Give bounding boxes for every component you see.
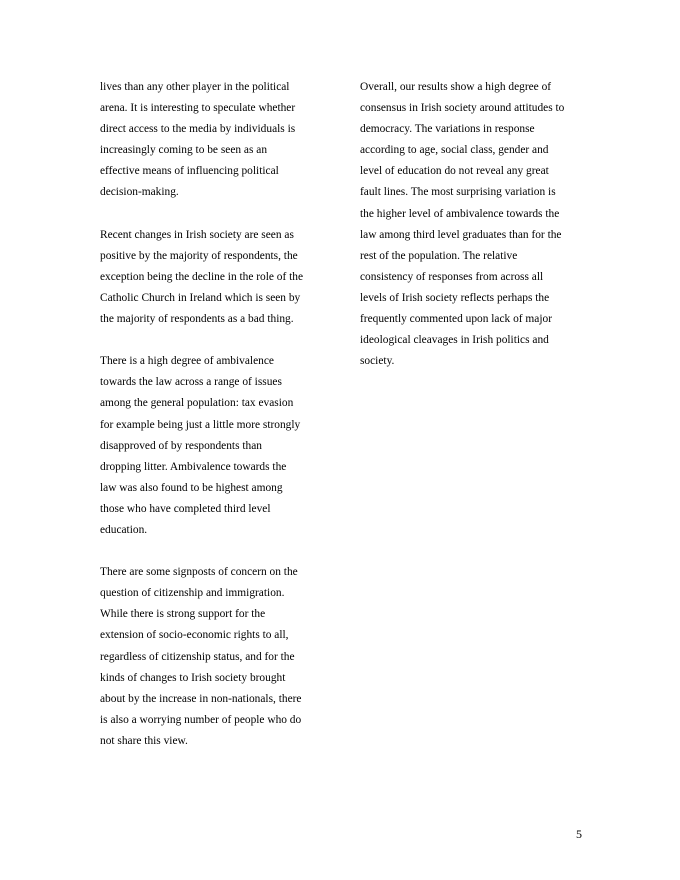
text-line: consensus in Irish society around attitudes to [360,102,565,115]
text-line: consistency of responses from across all [360,270,544,283]
text-line: according to age, social class, gender and [360,144,549,157]
left-text-column [100,77,330,752]
text-line: the higher level of ambivalence towards the [360,207,560,220]
text-line: Catholic Church in Ireland which is seen by [100,291,301,304]
paragraph-recent-changes [100,225,330,330]
text-line: Recent changes in Irish society are seen as [100,228,294,241]
text-line: exception being the decline in the role of the [100,270,304,283]
text-line: is also a worrying number of people who do [100,713,302,726]
text-line: frequently commented upon lack of major [360,313,552,326]
text-line: democracy. The variations in response [360,123,535,136]
text-line: There is a high degree of ambivalence [100,355,274,368]
text-line: law was also found to be highest among [100,481,283,494]
text-line: law among third level graduates than for the [360,228,562,241]
paragraph-citizenship-immigration [100,562,330,752]
text-line: dropping litter. Ambivalence towards the [100,460,287,473]
text-line: for example being just a little more strongly [100,418,301,431]
text-line: rest of the population. The relative [360,249,518,262]
text-line: question of citizenship and immigration. [100,587,285,600]
text-line: Overall, our results show a high degree of [360,81,552,93]
paragraph-media-influence [100,77,330,204]
text-line: There are some signposts of concern on the [100,566,298,579]
text-line: arena. It is interesting to speculate whether [100,102,296,115]
text-line: disapproved of by respondents than [100,439,262,452]
text-line: those who have completed third level [100,502,271,515]
text-line: decision-making. [100,186,179,199]
text-line: lives than any other player in the political [100,81,290,93]
text-line: effective means of influencing political [100,165,279,178]
text-line: While there is strong support for the [100,608,266,621]
text-line: increasingly coming to be seen as an [100,144,268,157]
page-number: 5 [576,827,582,841]
text-line: not share this view. [100,734,188,747]
text-line: society. [360,355,395,368]
text-line: ideological cleavages in Irish politics and [360,334,549,347]
right-text-column [360,77,596,372]
text-line: the majority of respondents as a bad thing. [100,313,294,326]
text-line: fault lines. The most surprising variation is [360,186,556,199]
paragraph-overall-results [360,77,596,372]
text-line: kinds of changes to Irish society brought [100,671,286,684]
text-line: extension of socio-economic rights to all, [100,629,289,642]
text-line: about by the increase in non-nationals, there [100,692,302,705]
text-line: positive by the majority of respondents, the [100,249,298,262]
text-line: towards the law across a range of issues [100,376,282,389]
text-line: education. [100,523,148,536]
text-line: regardless of citizenship status, and for the [100,650,295,663]
text-line: levels of Irish society reflects perhaps the [360,291,550,304]
paragraph-ambivalence-law [100,351,330,541]
text-line: direct access to the media by individuals is [100,123,296,136]
text-line: among the general population: tax evasion [100,397,294,410]
text-line: level of education do not reveal any great [360,165,549,178]
